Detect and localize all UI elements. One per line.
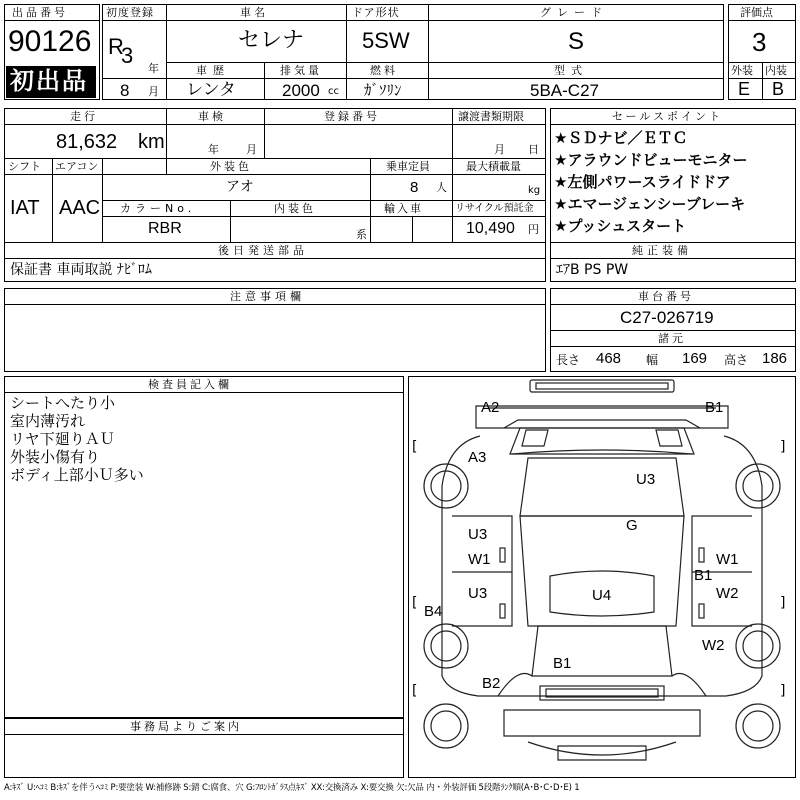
reg-month: 8 — [120, 81, 130, 100]
office-label: 事務局よりご案内 — [130, 720, 242, 733]
inspector-line: 外装小傷有り — [10, 448, 101, 466]
recycle-label: リサイクル預託金 — [455, 203, 534, 214]
inspector-label: 検査員記入欄 — [148, 378, 232, 391]
len-label: 長さ — [556, 353, 581, 367]
height: 186 — [762, 350, 788, 367]
sales-point: ★左側パワースライドドア — [554, 173, 731, 191]
plate-label: 登録番号 — [324, 110, 380, 123]
capacity-unit: 人 — [436, 181, 447, 194]
ext-label: 外装 — [731, 64, 753, 77]
sales-point: ★アラウンドビューモニター — [554, 151, 748, 169]
length: 468 — [596, 350, 622, 367]
score: 3 — [752, 27, 767, 57]
int-color-label: 内装色 — [274, 202, 316, 215]
color: アオ — [226, 179, 254, 195]
insp-year-unit: 年 — [208, 143, 219, 156]
damage-mark: B1 — [694, 567, 713, 584]
score-label: 評価点 — [740, 6, 773, 19]
damage-mark: B1 — [705, 399, 724, 416]
inspector-line: リヤ下廻りＡＵ — [10, 430, 115, 448]
damage-mark: U4 — [592, 587, 612, 604]
later-parts: 保証書 車両取説 ﾅﾋﾞﾛﾑ — [10, 262, 152, 278]
sales-points-label: セールスポイント — [612, 110, 724, 123]
damage-mark: U3 — [468, 585, 488, 602]
damage-mark: W2 — [702, 637, 725, 654]
width: 169 — [682, 350, 708, 367]
import-label: 輸入車 — [384, 202, 423, 215]
sales-point: ★ＳＤナビ／ＥＴＣ — [554, 129, 688, 147]
sales-point: ★プッシュスタート — [554, 217, 687, 235]
capacity-label: 乗車定員 — [386, 160, 430, 173]
damage-mark: A3 — [468, 449, 487, 466]
recycle-unit: 円 — [528, 223, 539, 236]
damage-mark: B1 — [553, 655, 572, 672]
car-name: セレナ — [238, 28, 305, 53]
color-no: RBR — [148, 220, 182, 237]
damage-mark: U3 — [468, 526, 488, 543]
int-color-unit: 系 — [356, 228, 367, 241]
first-listing-text: 初出品 — [10, 67, 88, 95]
equipment-label: 純正装備 — [632, 244, 692, 257]
inspection-label: 車検 — [198, 110, 226, 123]
history: レンタ — [186, 80, 236, 100]
roof-shape — [520, 458, 684, 516]
color-label: 外装色 — [210, 160, 252, 173]
history-label: 車歴 — [196, 64, 230, 77]
int-grade: B — [772, 79, 785, 99]
door-label: ドア形状 — [352, 6, 400, 19]
model-label: 型式 — [554, 64, 588, 77]
damage-mark: W1 — [716, 551, 739, 568]
chassis-label: 車台番号 — [638, 290, 694, 303]
recycle: 10,490 — [466, 220, 515, 237]
displacement: 2000 — [282, 81, 320, 100]
dims-label: 諸元 — [658, 332, 686, 345]
inspector-line: ボディ上部小Ｕ多い — [10, 466, 144, 484]
wid-label: 幅 — [646, 353, 659, 367]
ac-label: エアコン — [55, 160, 99, 173]
chassis-number: C27-026719 — [620, 308, 714, 327]
car-diagram — [408, 376, 796, 778]
bracket-mark: ] — [780, 595, 786, 611]
damage-mark: B2 — [482, 675, 501, 692]
model: 5BA-C27 — [530, 81, 599, 100]
damage-mark: A2 — [481, 399, 500, 416]
equipment: ｴｱB PS PW — [556, 262, 629, 278]
front-bumper-shape — [530, 380, 674, 392]
transfer-day: 日 — [528, 143, 539, 156]
lot-label: 出品番号 — [12, 6, 68, 19]
hood-outline — [476, 406, 728, 428]
lot-number: 90126 — [8, 25, 92, 58]
shift: IAT — [10, 197, 40, 219]
bracket-mark: [ — [412, 683, 418, 699]
bracket-mark: [ — [412, 439, 418, 455]
damage-mark: G — [626, 517, 638, 534]
damage-mark: W1 — [468, 551, 491, 568]
damage-mark: B4 — [424, 603, 443, 620]
fuel: ｶﾞｿﾘﾝ — [364, 81, 402, 99]
load-unit: kg — [528, 185, 541, 196]
mileage-unit: km — [138, 131, 165, 153]
grade: S — [568, 28, 585, 55]
shift-label: シフト — [8, 160, 41, 173]
mileage: 81,632 — [56, 131, 118, 153]
damage-mark: W2 — [716, 585, 739, 602]
transfer-month: 月 — [494, 143, 505, 156]
disp-label: 排気量 — [280, 64, 322, 77]
load-label: 最大積載量 — [466, 160, 521, 173]
ext-grade: E — [738, 79, 751, 99]
disp-unit: cc — [328, 86, 339, 97]
door-type: 5SW — [362, 28, 410, 53]
inspector-line: シートへたり小 — [10, 394, 116, 412]
reg-year: 3 — [121, 43, 134, 68]
insp-month-unit: 月 — [246, 143, 257, 156]
hgt-label: 高さ — [724, 353, 749, 367]
int-label: 内装 — [765, 64, 787, 77]
later-parts-label: 後日発送部品 — [218, 244, 308, 257]
capacity: 8 — [410, 179, 419, 196]
fuel-label: 燃料 — [370, 64, 398, 77]
damage-mark: U3 — [636, 471, 656, 488]
month-unit: 月 — [148, 85, 159, 98]
mileage-label: 走行 — [70, 110, 98, 123]
bracket-mark: ] — [780, 439, 786, 455]
bracket-mark: [ — [412, 595, 418, 611]
inspector-line: 室内薄汚れ — [10, 412, 86, 430]
era: R — [108, 34, 124, 59]
grade-label: グレード — [540, 6, 608, 19]
legend: A:ｷｽﾞ U:ﾍｺﾐ B:ｷｽﾞを伴うﾍｺﾐ P:要塗装 W:補修跡 S:錆 C:腐食、穴 G:ﾌﾛﾝﾄｶﾞﾗｽ点ｷｽﾞ XX:交換済み X:要交換 欠:欠品 内・外装評価 5段階ﾗﾝｸ順(A･B･C･D･E) 1 — [4, 783, 580, 793]
reg-label: 初度登録 — [106, 6, 154, 19]
rear-bumper-shape — [504, 710, 700, 736]
ac: AAC — [59, 197, 101, 219]
color-no-label: カラーNo. — [120, 202, 196, 215]
transfer-label: 譲渡書類期限 — [458, 110, 524, 123]
bracket-mark: ] — [780, 683, 786, 699]
year-unit: 年 — [148, 62, 159, 75]
sales-point: ★エマージェンシーブレーキ — [554, 195, 746, 213]
name-label: 車名 — [240, 6, 268, 19]
notes-label: 注意事項欄 — [230, 290, 305, 303]
